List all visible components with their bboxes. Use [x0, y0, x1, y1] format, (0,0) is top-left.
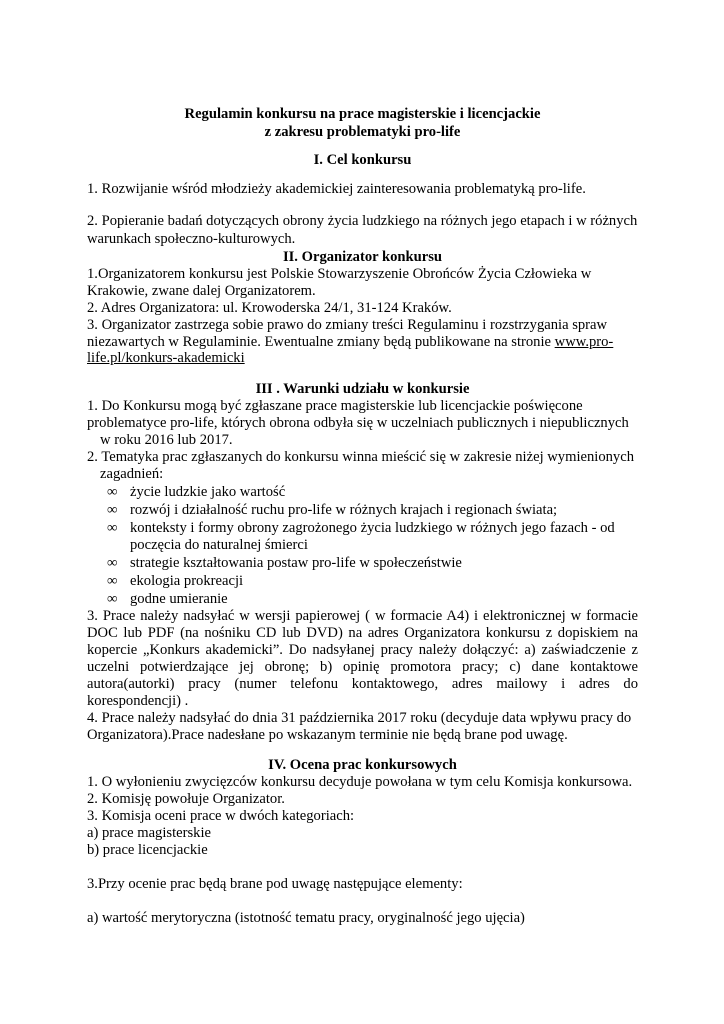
paragraph — [87, 334, 613, 351]
list-item: ekologia prokreacji — [130, 573, 244, 589]
bullet-symbol: ∞ — [107, 484, 118, 500]
paragraph: 3. Organizator zastrzega sobie prawo do zmiany treści Regulaminu i rozstrzygania spraw — [87, 317, 608, 333]
document-title-line2: z zakresu problematyki pro-life — [264, 124, 461, 140]
paragraph — [87, 350, 245, 367]
list-item-continuation: poczęcia do naturalnej śmierci — [130, 537, 308, 553]
paragraph: Krakowie, zwane dalej Organizatorem. — [87, 283, 316, 299]
paragraph: uczelni potwierdzające jej obronę; b) opinię promotora pracy; c) dane kontaktowe — [87, 659, 638, 675]
bullet-symbol: ∞ — [107, 573, 118, 589]
bullet-symbol: ∞ — [107, 520, 118, 536]
paragraph: 3.Przy ocenie prac będą brane pod uwagę następujące elementy: — [87, 876, 463, 892]
paragraph: zagadnień: — [100, 466, 164, 482]
section-heading-cel: I. Cel konkursu — [313, 152, 412, 168]
bullet-symbol: ∞ — [107, 502, 118, 518]
paragraph: autora(autorki) pracy (numer telefonu kontaktowego, adres mailowy i adres do — [87, 676, 638, 692]
paragraph: korespondencji) . — [87, 693, 189, 709]
list-item: życie ludzkie jako wartość — [130, 484, 286, 500]
paragraph: 3. Komisja oceni prace w dwóch kategoriach: — [87, 808, 355, 824]
paragraph-text: niezawartych w Regulaminie. Ewentualne zmiany będą publikowane na stronie — [87, 334, 555, 350]
paragraph: 3. Prace należy nadsyłać w wersji papierowej ( w formacie A4) i elektronicznej w formacie — [87, 608, 638, 624]
section-heading-warunki: III . Warunki udziału w konkursie — [255, 381, 470, 397]
paragraph: kopercie „Konkurs akademicki”. Do nadsyłanej pracy należy dołączyć: a) zaświadczenie z — [87, 642, 638, 658]
paragraph: 1. O wyłonieniu zwycięzców konkursu decyduje powołana w tym celu Komisja konkursowa. — [87, 774, 633, 790]
paragraph: b) prace licencjackie — [87, 842, 208, 858]
paragraph: problematyce pro-life, których obrona odbyła się w uczelniach publicznych i niepublicznych — [87, 415, 629, 431]
section-heading-organizator: II. Organizator konkursu — [282, 249, 443, 265]
paragraph: w roku 2016 lub 2017. — [100, 432, 233, 448]
paragraph: 2. Popieranie badań dotyczących obrony życia ludzkiego na różnych jego etapach i w różnych — [87, 213, 638, 229]
paragraph: 2. Adres Organizatora: ul. Krowoderska 24/1, 31-124 Kraków. — [87, 300, 452, 316]
paragraph: 2. Tematyka prac zgłaszanych do konkursu winna mieścić się w zakresie niżej wymienionych — [87, 449, 635, 465]
paragraph: warunkach społeczno-kulturowych. — [87, 231, 296, 247]
paragraph: 1. Do Konkursu mogą być zgłaszane prace magisterskie lub licencjackie poświęcone — [87, 398, 583, 414]
website-link[interactable]: life.pl/konkurs-akademicki — [87, 350, 245, 366]
paragraph: 2. Komisję powołuje Organizator. — [87, 791, 285, 807]
paragraph: 4. Prace należy nadsyłać do dnia 31 października 2017 roku (decyduje data wpływu pracy do — [87, 710, 632, 726]
paragraph: a) prace magisterskie — [87, 825, 211, 841]
list-item: strategie kształtowania postaw pro-life w społeczeństwie — [130, 555, 462, 571]
bullet-symbol: ∞ — [107, 555, 118, 571]
paragraph: Organizatora).Prace nadesłane po wskazanym terminie nie będą brane pod uwagę. — [87, 727, 568, 743]
bullet-symbol: ∞ — [107, 591, 118, 607]
paragraph: 1. Rozwijanie wśród młodzieży akademickiej zainteresowania problematyką pro-life. — [87, 181, 586, 197]
list-item: rozwój i działalność ruchu pro-life w różnych krajach i regionach świata; — [130, 502, 558, 518]
document-title-line1: Regulamin konkursu na prace magisterskie i licencjackie — [184, 106, 541, 122]
paragraph: DOC lub PDF (na nośniku CD lub DVD) na adres Organizatora konkursu z dopiskiem na — [87, 625, 638, 641]
paragraph: 1.Organizatorem konkursu jest Polskie Stowarzyszenie Obrońców Życia Człowieka w — [87, 266, 592, 282]
paragraph: a) wartość merytoryczna (istotność tematu pracy, oryginalność jego ujęcia) — [87, 910, 525, 926]
list-item: konteksty i formy obrony zagrożonego życia ludzkiego w różnych jego fazach - od — [130, 520, 615, 536]
list-item: godne umieranie — [130, 591, 228, 607]
section-heading-ocena: IV. Ocena prac konkursowych — [268, 757, 457, 773]
website-link[interactable]: www.pro- — [554, 334, 614, 350]
